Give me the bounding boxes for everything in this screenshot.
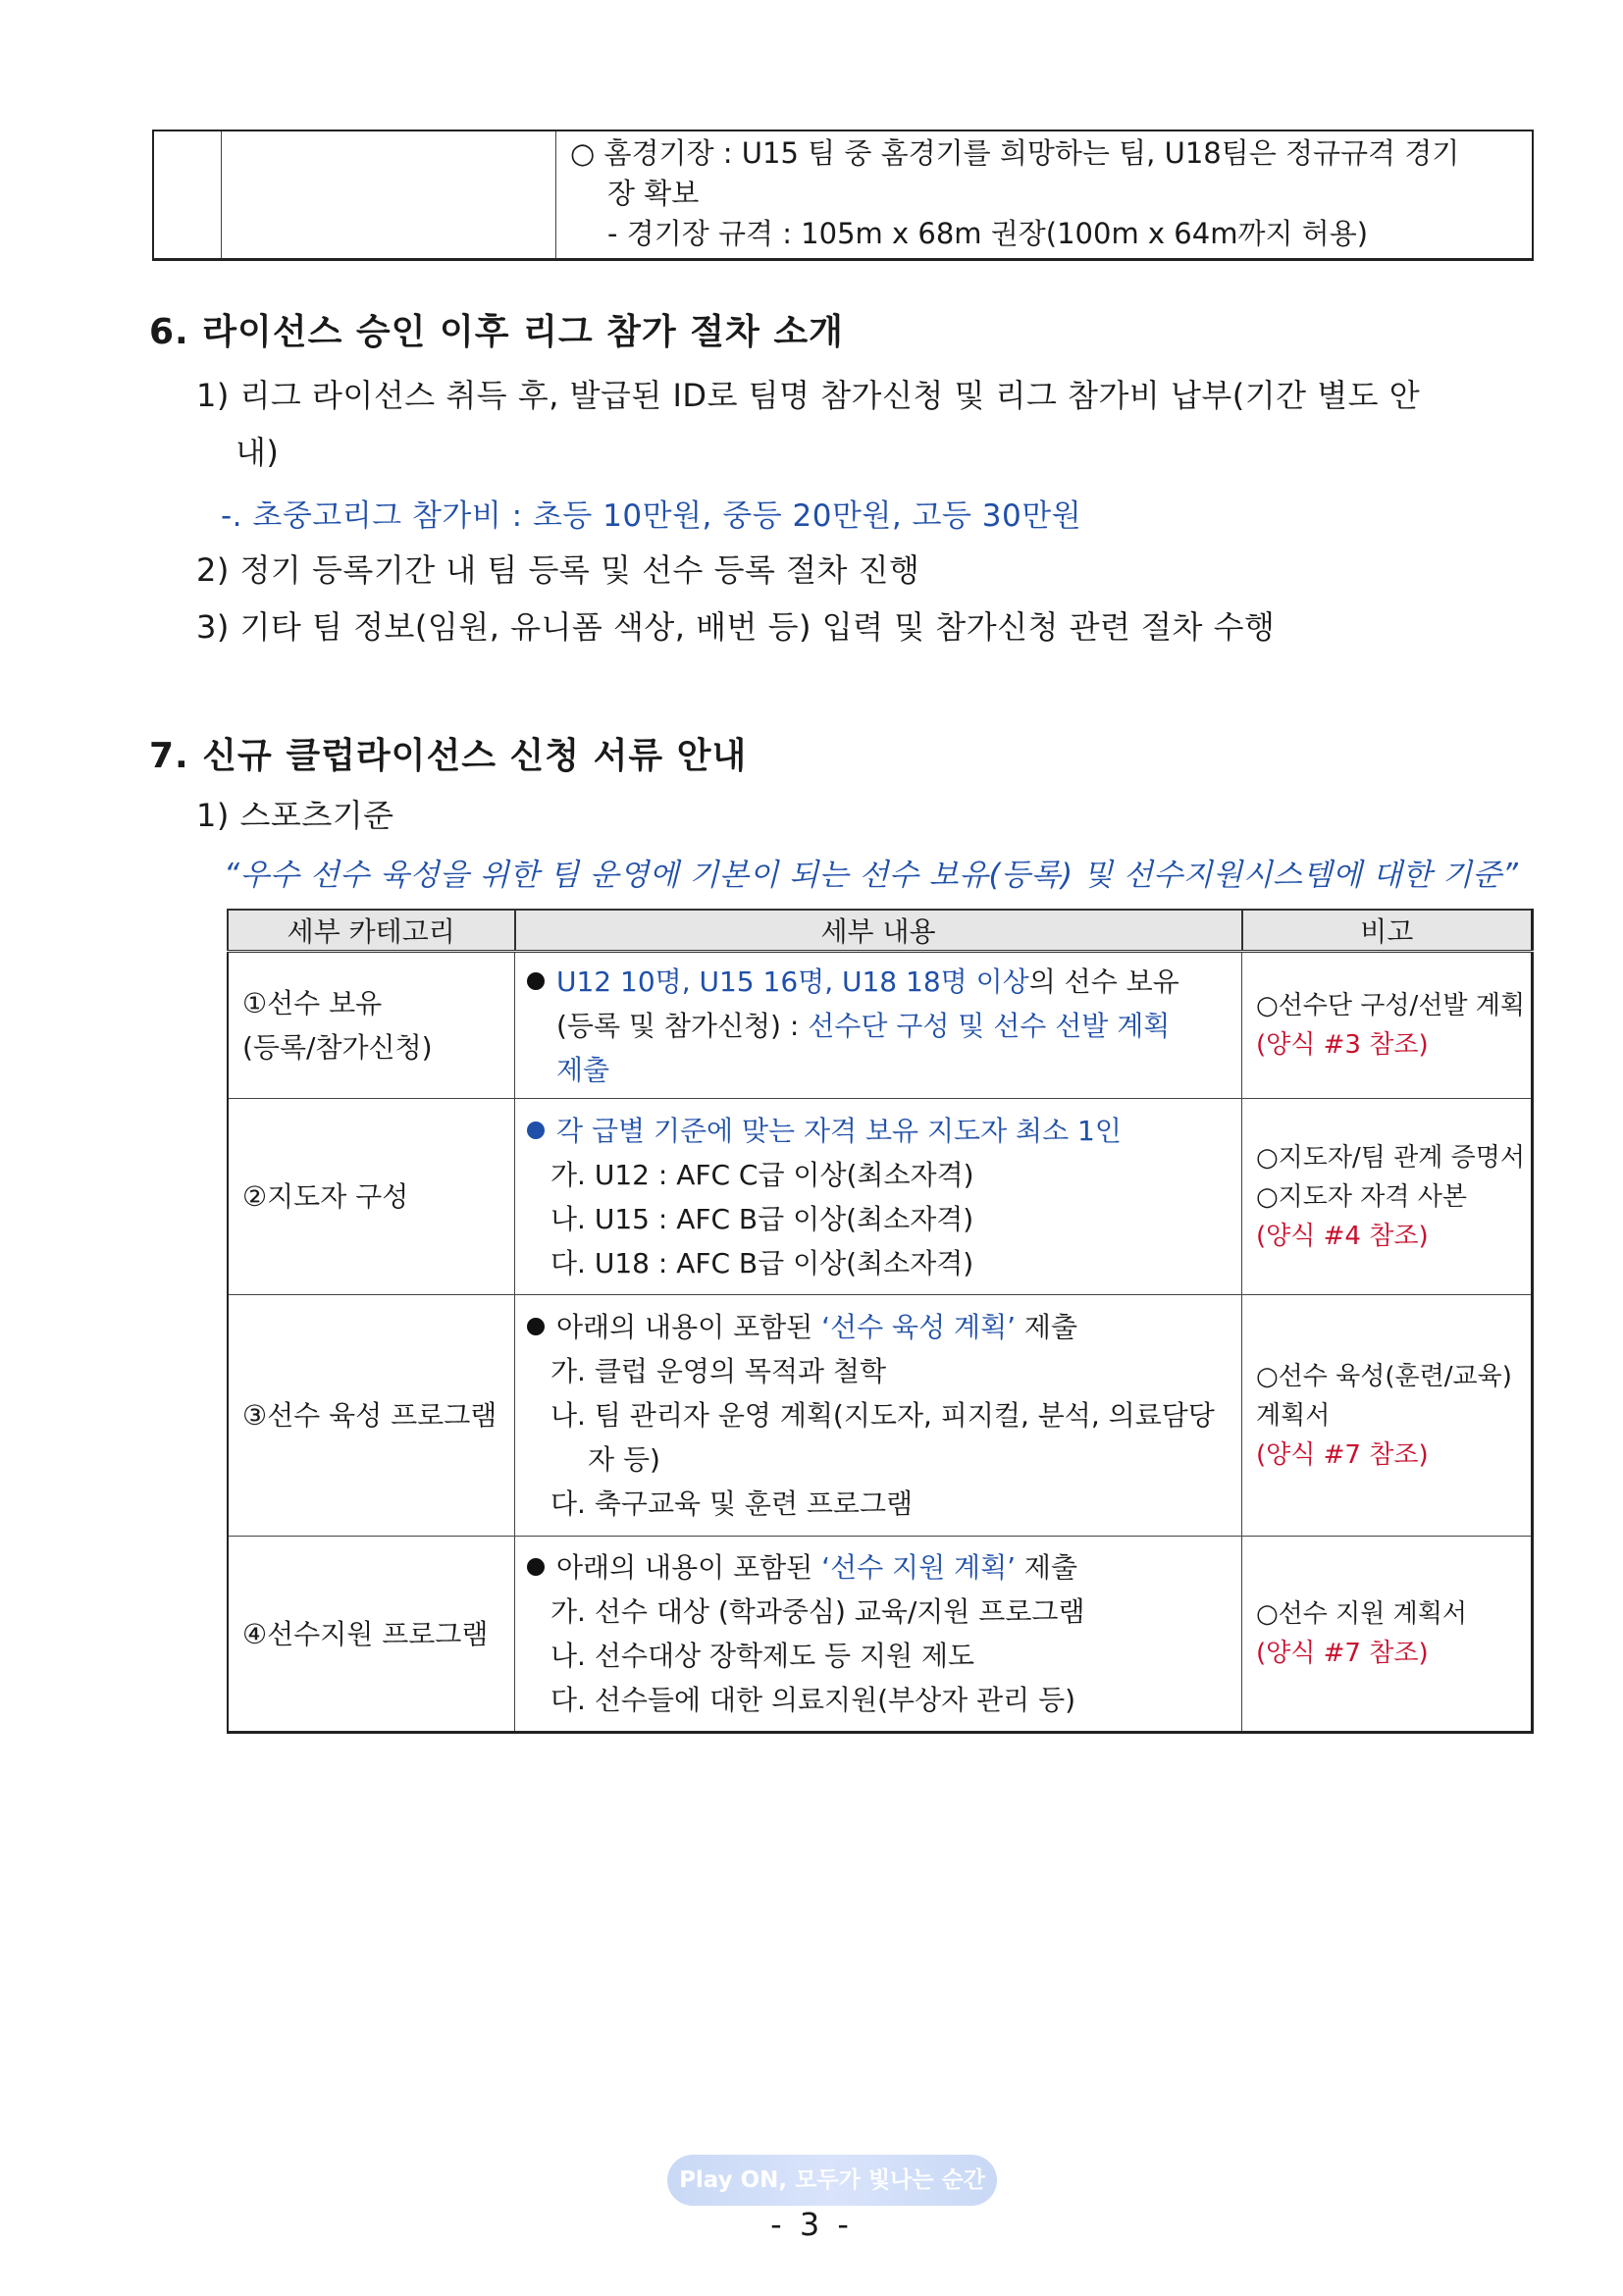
category-label: ②지도자 구성 [228,1099,515,1295]
home-stadium-cell [556,130,1534,260]
table-row [228,1099,1533,1295]
category-label: ④선수지원 프로그램 [228,1537,515,1733]
section6-title: 6. 라이선스 승인 이후 리그 참가 절차 소개 [149,312,844,352]
content-text: 아래의 내용이 포함된 [556,1311,822,1343]
list-item-cont: 자 등) [588,1443,660,1476]
top-continuation-table [152,130,1534,261]
section6-item2: 2) 정기 등록기간 내 팀 등록 및 선수 등록 절차 진행 [196,551,920,589]
list-item: 나. 팀 관리자 운영 계획(지도자, 피지컬, 분석, 의료담당 [550,1399,1215,1432]
note-text: ○선수 육성(훈련/교육) [1256,1361,1512,1391]
bullet-icon [527,972,545,990]
content-highlight: ‘선수 지원 계획’ [821,1551,1017,1584]
content-highlight: 선수단 구성 및 선수 선발 계획 [808,1009,1171,1042]
note-cell [1242,952,1533,1099]
footer-slogan-badge: Play ON, 모두가 빛나는 순간 [667,2155,997,2206]
note-text: ○선수 지원 계획서 [1256,1599,1468,1629]
note-cell [1242,1099,1533,1295]
note-text: ○지도자 자격 사본 [1256,1181,1468,1212]
section7-sub1: 1) 스포츠기준 [196,797,394,834]
home-stadium-line-cont: 장 확보 [607,177,700,210]
content-text: 아래의 내용이 포함된 [556,1551,822,1584]
note-cell [1242,1295,1533,1537]
empty-cell [153,130,222,260]
content-text: 제출 [1016,1551,1078,1584]
stadium-size-line: - 경기장 규격 : 105m x 68m 권장(100m x 64m까지 허용) [607,217,1369,250]
table-row [228,1295,1533,1537]
section7-title: 7. 신규 클럽라이선스 신청 서류 안내 [149,736,748,776]
criteria-table [227,909,1534,1734]
list-item: 다. U18 : AFC B급 이상(최소자격) [550,1246,974,1279]
section6-item1: 1) 리그 라이선스 취득 후, 발급된 ID로 팀명 참가신청 및 리그 참가비 납부(기간 별도 안 [196,377,1421,414]
form-reference: (양식 #7 참조) [1256,1639,1429,1668]
table-row [228,952,1533,1099]
page-number: - 3 - [770,2206,853,2243]
content-highlight: ‘선수 육성 계획’ [821,1311,1017,1343]
home-stadium-line: ○ 홈경기장 : U15 팀 중 홈경기를 희망하는 팀, U18팀은 정규규격 경기 [570,136,1460,170]
category-label: ③선수 육성 프로그램 [228,1295,515,1537]
list-item: 다. 축구교육 및 훈련 프로그램 [550,1487,914,1520]
header-content: 세부 내용 [515,910,1242,952]
empty-cell [222,130,556,260]
note-cell [1242,1537,1533,1733]
list-item: 다. 선수들에 대한 의료지원(부상자 관리 등) [550,1684,1076,1716]
league-fee-note: -. 초중고리그 참가비 : 초등 10만원, 중등 20만원, 고등 30만원 [221,498,1082,534]
list-item: 나. U15 : AFC B급 이상(최소자격) [550,1202,974,1235]
content-cell [515,952,1242,1099]
player-count-requirement: U12 10명, U15 16명, U18 18명 이상 [556,965,1029,998]
content-cell [515,1537,1242,1733]
header-category: 세부 카테고리 [228,910,515,952]
content-highlight: 제출 [556,1053,610,1086]
category-label: ①선수 보유 [242,987,383,1019]
list-item: 가. 클럽 운영의 목적과 철학 [550,1355,887,1387]
section6-item3: 3) 기타 팀 정보(임원, 유니폼 색상, 배번 등) 입력 및 참가신청 관련 절차 수행 [196,608,1276,646]
form-reference: (양식 #7 참조) [1256,1439,1429,1470]
content-cell [515,1295,1242,1537]
list-item: 나. 선수대상 장학제도 등 지원 제도 [550,1640,975,1672]
category-cell [228,952,515,1099]
content-text: (등록 및 참가신청) : [556,1009,809,1042]
table-row [228,1537,1533,1733]
header-note: 비고 [1242,910,1533,952]
form-reference: (양식 #4 참조) [1256,1221,1429,1251]
category-label-sub: (등록/참가신청) [242,1031,433,1064]
bullet-icon [527,1122,545,1139]
list-item: 가. U12 : AFC C급 이상(최소자격) [550,1158,974,1191]
section6-item1-cont: 내) [236,434,280,471]
bullet-icon [527,1558,545,1576]
bullet-icon [527,1318,545,1335]
note-text: ○선수단 구성/선발 계획 [1256,991,1526,1020]
content-header: 각 급별 기준에 맞는 자격 보유 지도자 최소 1인 [556,1114,1122,1147]
content-text: 의 선수 보유 [1028,965,1179,998]
content-cell [515,1099,1242,1295]
sports-criteria-quote: “우수 선수 육성을 위한 팀 운영에 기본이 되는 선수 보유(등록) 및 선수지원시스템에 대한 기준” [224,858,1519,893]
list-item: 가. 선수 대상 (학과중심) 교육/지원 프로그램 [550,1595,1085,1628]
note-text: ○지도자/팀 관계 증명서 [1256,1142,1526,1173]
content-text: 제출 [1016,1311,1078,1343]
form-reference: (양식 #3 참조) [1256,1030,1429,1060]
note-text: 계획서 [1256,1400,1331,1431]
